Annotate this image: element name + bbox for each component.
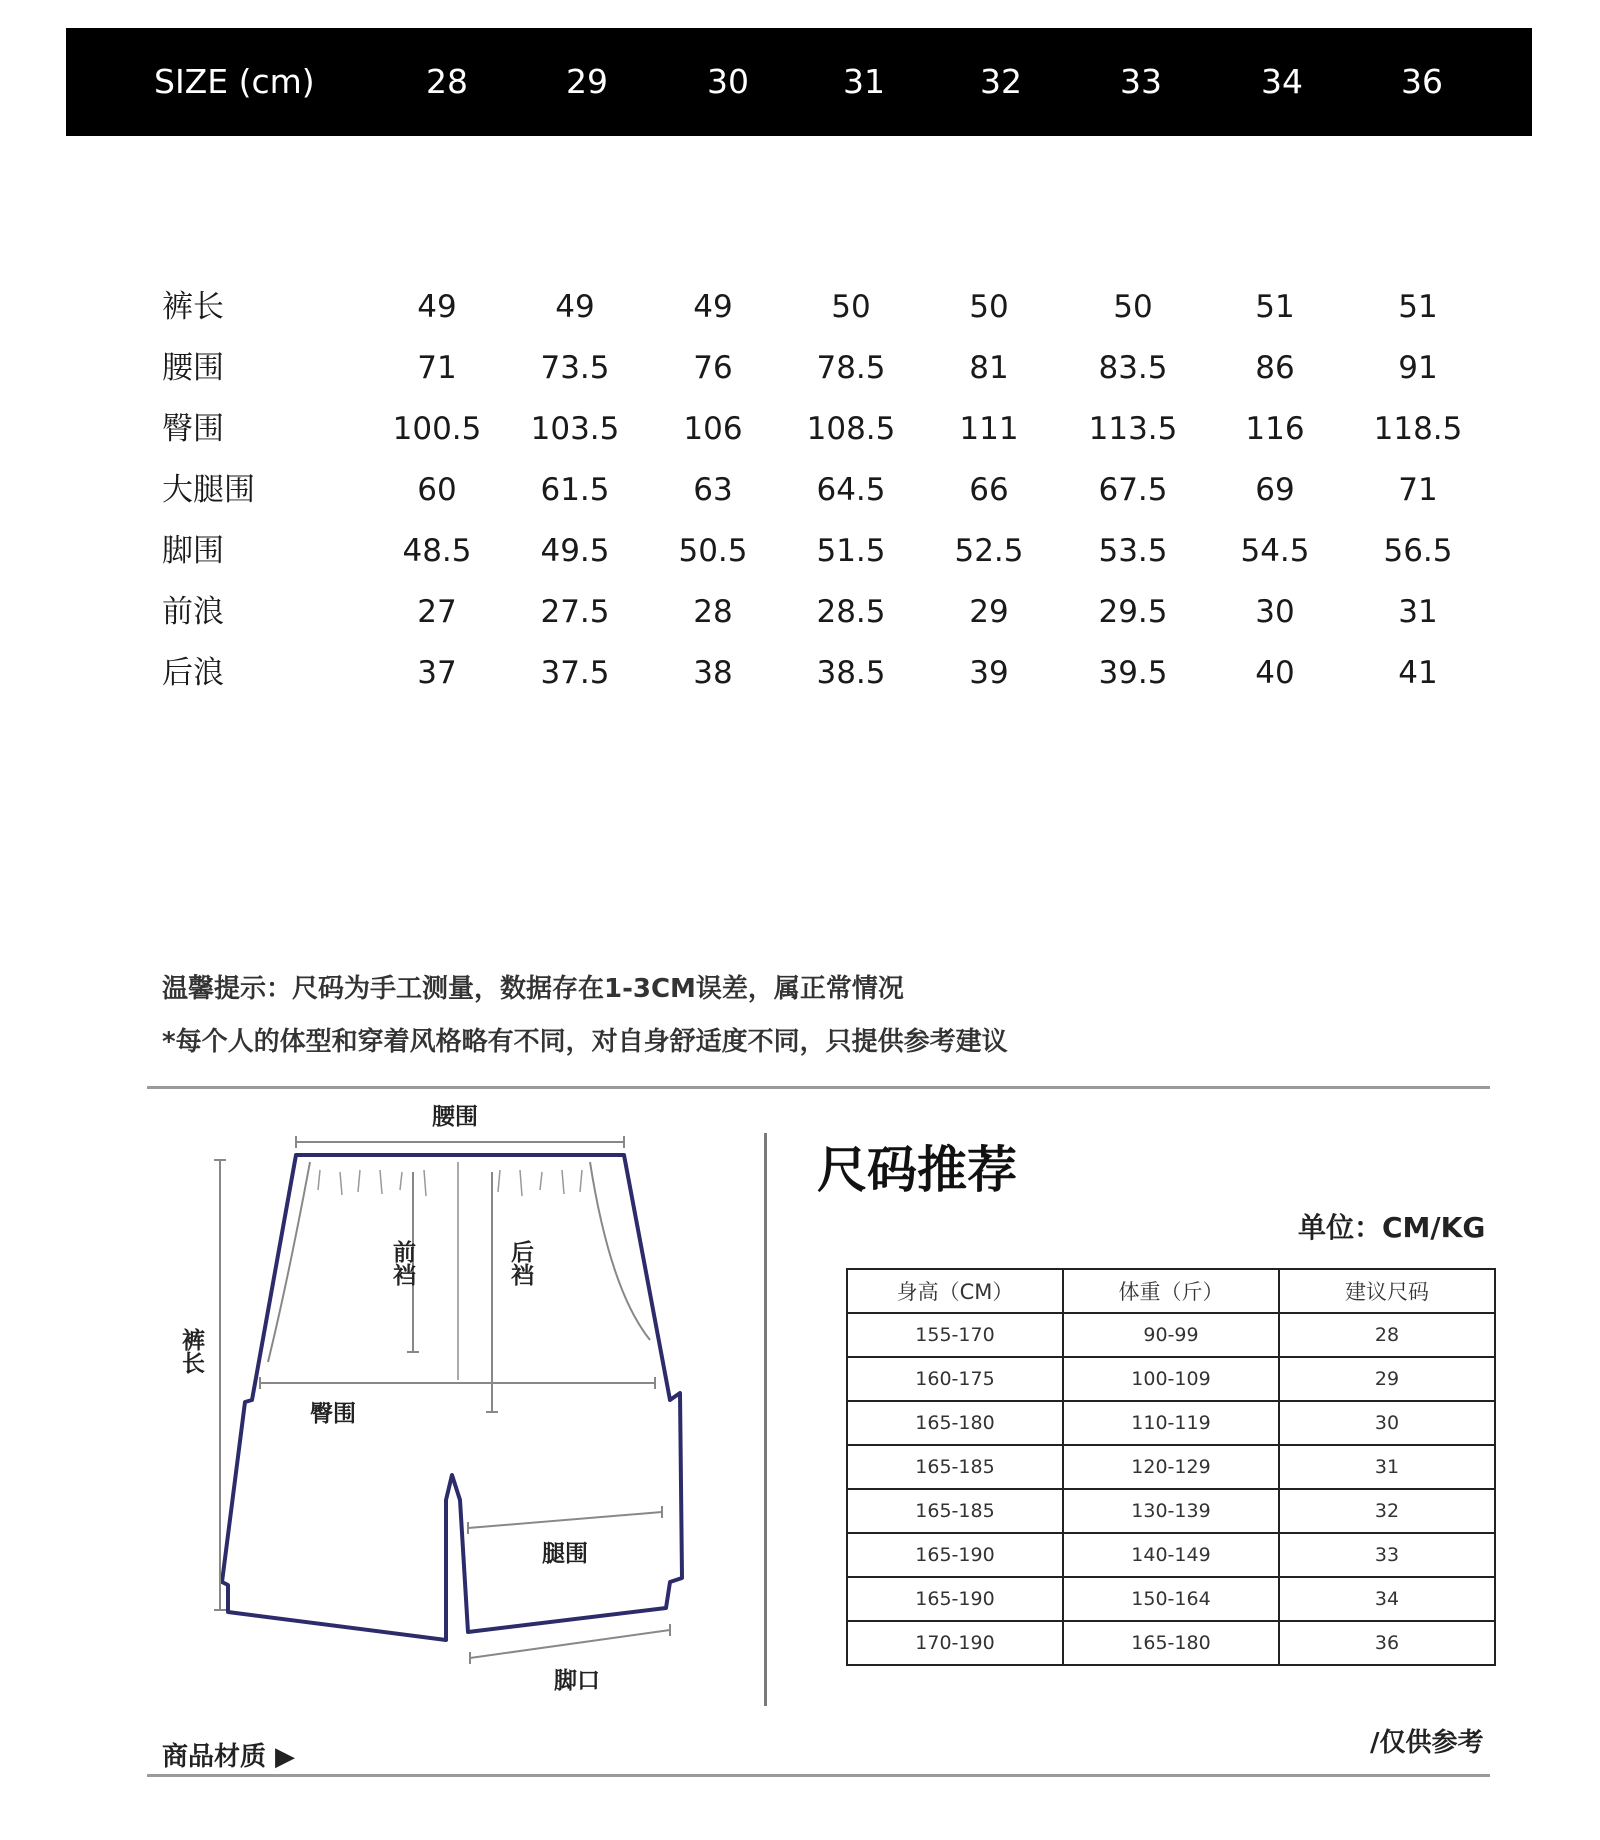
size-recommendation-title: 尺码推荐: [817, 1141, 1017, 1199]
size-recommendation-unit: 单位：CM/KG: [1298, 1211, 1486, 1244]
measurement-value: 83.5: [1098, 350, 1168, 386]
waist-label: 腰围: [432, 1104, 478, 1130]
measurement-value: 63: [693, 472, 733, 508]
measurement-value: 81: [969, 350, 1009, 386]
measurement-value: 71: [1398, 472, 1438, 508]
measurement-value: 71: [417, 350, 457, 386]
size-header-30: 30: [707, 62, 749, 101]
measurement-value: 69: [1255, 472, 1295, 508]
measurement-value: 38.5: [816, 655, 886, 691]
measurement-value: 50: [969, 289, 1009, 325]
table-row: [0, 592, 1600, 632]
table-row: [0, 409, 1600, 449]
size-recommendation-table: [846, 1268, 1496, 1666]
measurement-value: 50: [831, 289, 871, 325]
length-label: 裤长: [178, 1328, 204, 1374]
measurement-name: 臀围: [162, 411, 224, 447]
shorts-outline-icon: [170, 1100, 730, 1700]
measurement-value: 41: [1398, 655, 1438, 691]
measurement-value: 118.5: [1373, 411, 1463, 447]
measurement-value: 30: [1255, 594, 1295, 630]
material-label: 商品材质 ▶: [162, 1742, 296, 1772]
measurement-value: 49.5: [540, 533, 610, 569]
measurement-value: 56.5: [1383, 533, 1453, 569]
weight-cell: 140-149: [1063, 1533, 1279, 1577]
size-cell: 33: [1279, 1533, 1495, 1577]
measurement-value: 40: [1255, 655, 1295, 691]
table-row: [847, 1577, 1495, 1621]
weight-cell: 110-119: [1063, 1401, 1279, 1445]
weight-cell: 120-129: [1063, 1445, 1279, 1489]
hip-label: 臀围: [310, 1401, 356, 1427]
measurement-value: 60: [417, 472, 457, 508]
measurement-value: 86: [1255, 350, 1295, 386]
measurement-name: 裤长: [162, 289, 224, 325]
measurement-value: 61.5: [540, 472, 610, 508]
measurement-value: 78.5: [816, 350, 886, 386]
measurement-name: 后浪: [162, 655, 224, 691]
section-divider-bottom: [147, 1774, 1490, 1777]
section-divider-vertical: [764, 1133, 767, 1706]
weight-column-header: 体重（斤）: [1063, 1269, 1279, 1313]
height-cell: 165-180: [847, 1401, 1063, 1445]
measurement-value: 103.5: [530, 411, 620, 447]
measurement-value: 113.5: [1088, 411, 1178, 447]
back-rise-label: 后裆: [507, 1240, 533, 1286]
size-column-header: 建议尺码: [1279, 1269, 1495, 1313]
table-row: [847, 1445, 1495, 1489]
size-header-label: SIZE (cm): [154, 62, 315, 101]
measurement-name: 腰围: [162, 350, 224, 386]
measurement-value: 29: [969, 594, 1009, 630]
measurement-value: 27.5: [540, 594, 610, 630]
size-cell: 34: [1279, 1577, 1495, 1621]
measurement-value: 39.5: [1098, 655, 1168, 691]
measurement-name: 前浪: [162, 594, 224, 630]
measurement-value: 108.5: [806, 411, 896, 447]
reference-note: /仅供参考: [1370, 1728, 1484, 1758]
measurement-value: 54.5: [1240, 533, 1310, 569]
size-header-36: 36: [1401, 62, 1443, 101]
height-cell: 165-185: [847, 1445, 1063, 1489]
table-row: [0, 470, 1600, 510]
table-row: [847, 1357, 1495, 1401]
size-cell: 30: [1279, 1401, 1495, 1445]
height-column-header: 身高（CM）: [847, 1269, 1063, 1313]
size-header-bar: [66, 28, 1532, 136]
measurement-value: 76: [693, 350, 733, 386]
measurement-value: 67.5: [1098, 472, 1168, 508]
size-header-34: 34: [1261, 62, 1303, 101]
measurement-value: 29.5: [1098, 594, 1168, 630]
measurement-value: 39: [969, 655, 1009, 691]
size-header-32: 32: [980, 62, 1022, 101]
size-cell: 31: [1279, 1445, 1495, 1489]
measurement-value: 73.5: [540, 350, 610, 386]
measurement-value: 52.5: [954, 533, 1024, 569]
size-cell: 28: [1279, 1313, 1495, 1357]
measurement-value: 51: [1255, 289, 1295, 325]
height-cell: 165-185: [847, 1489, 1063, 1533]
size-header-29: 29: [566, 62, 608, 101]
height-cell: 160-175: [847, 1357, 1063, 1401]
measurement-value: 106: [683, 411, 743, 447]
height-cell: 170-190: [847, 1621, 1063, 1665]
measurement-value: 28.5: [816, 594, 886, 630]
weight-cell: 165-180: [1063, 1621, 1279, 1665]
measurement-value: 51: [1398, 289, 1438, 325]
measurement-name: 大腿围: [162, 472, 255, 508]
measurement-value: 51.5: [816, 533, 886, 569]
height-cell: 155-170: [847, 1313, 1063, 1357]
measurement-value: 66: [969, 472, 1009, 508]
size-header-31: 31: [843, 62, 885, 101]
measurement-name: 脚围: [162, 533, 224, 569]
weight-cell: 100-109: [1063, 1357, 1279, 1401]
table-row: [847, 1313, 1495, 1357]
measurement-value: 38: [693, 655, 733, 691]
measurement-value: 27: [417, 594, 457, 630]
measurement-value: 53.5: [1098, 533, 1168, 569]
front-rise-label: 前裆: [389, 1240, 415, 1286]
measurement-value: 50.5: [678, 533, 748, 569]
table-row: [0, 287, 1600, 327]
measurement-value: 91: [1398, 350, 1438, 386]
table-row: [847, 1533, 1495, 1577]
measurement-value: 116: [1245, 411, 1305, 447]
size-header-28: 28: [426, 62, 468, 101]
size-cell: 29: [1279, 1357, 1495, 1401]
hem-label: 脚口: [554, 1668, 600, 1694]
measurement-value: 49: [555, 289, 595, 325]
weight-cell: 150-164: [1063, 1577, 1279, 1621]
measurement-note: 温馨提示：尺码为手工测量，数据存在1-3CM误差，属正常情况: [162, 974, 904, 1004]
section-divider-top: [147, 1086, 1490, 1089]
weight-cell: 130-139: [1063, 1489, 1279, 1533]
height-cell: 165-190: [847, 1577, 1063, 1621]
size-header-33: 33: [1120, 62, 1162, 101]
measurement-value: 49: [417, 289, 457, 325]
measurement-value: 100.5: [392, 411, 482, 447]
shorts-measurement-diagram: [170, 1100, 730, 1700]
measurement-value: 49: [693, 289, 733, 325]
table-row: [0, 348, 1600, 388]
table-row: [0, 531, 1600, 571]
measurement-value: 31: [1398, 594, 1438, 630]
measurement-value: 28: [693, 594, 733, 630]
fit-advice-note: *每个人的体型和穿着风格略有不同，对自身舒适度不同，只提供参考建议: [162, 1027, 1008, 1057]
measurement-value: 111: [959, 411, 1019, 447]
measurement-value: 50: [1113, 289, 1153, 325]
thigh-label: 腿围: [542, 1541, 588, 1567]
size-cell: 32: [1279, 1489, 1495, 1533]
size-cell: 36: [1279, 1621, 1495, 1665]
measurement-value: 37: [417, 655, 457, 691]
measurement-value: 48.5: [402, 533, 472, 569]
weight-cell: 90-99: [1063, 1313, 1279, 1357]
table-row: [847, 1401, 1495, 1445]
table-row: [0, 653, 1600, 693]
measurement-value: 37.5: [540, 655, 610, 691]
height-cell: 165-190: [847, 1533, 1063, 1577]
table-row: [847, 1489, 1495, 1533]
table-header-row: [847, 1269, 1495, 1313]
table-row: [847, 1621, 1495, 1665]
measurement-value: 64.5: [816, 472, 886, 508]
